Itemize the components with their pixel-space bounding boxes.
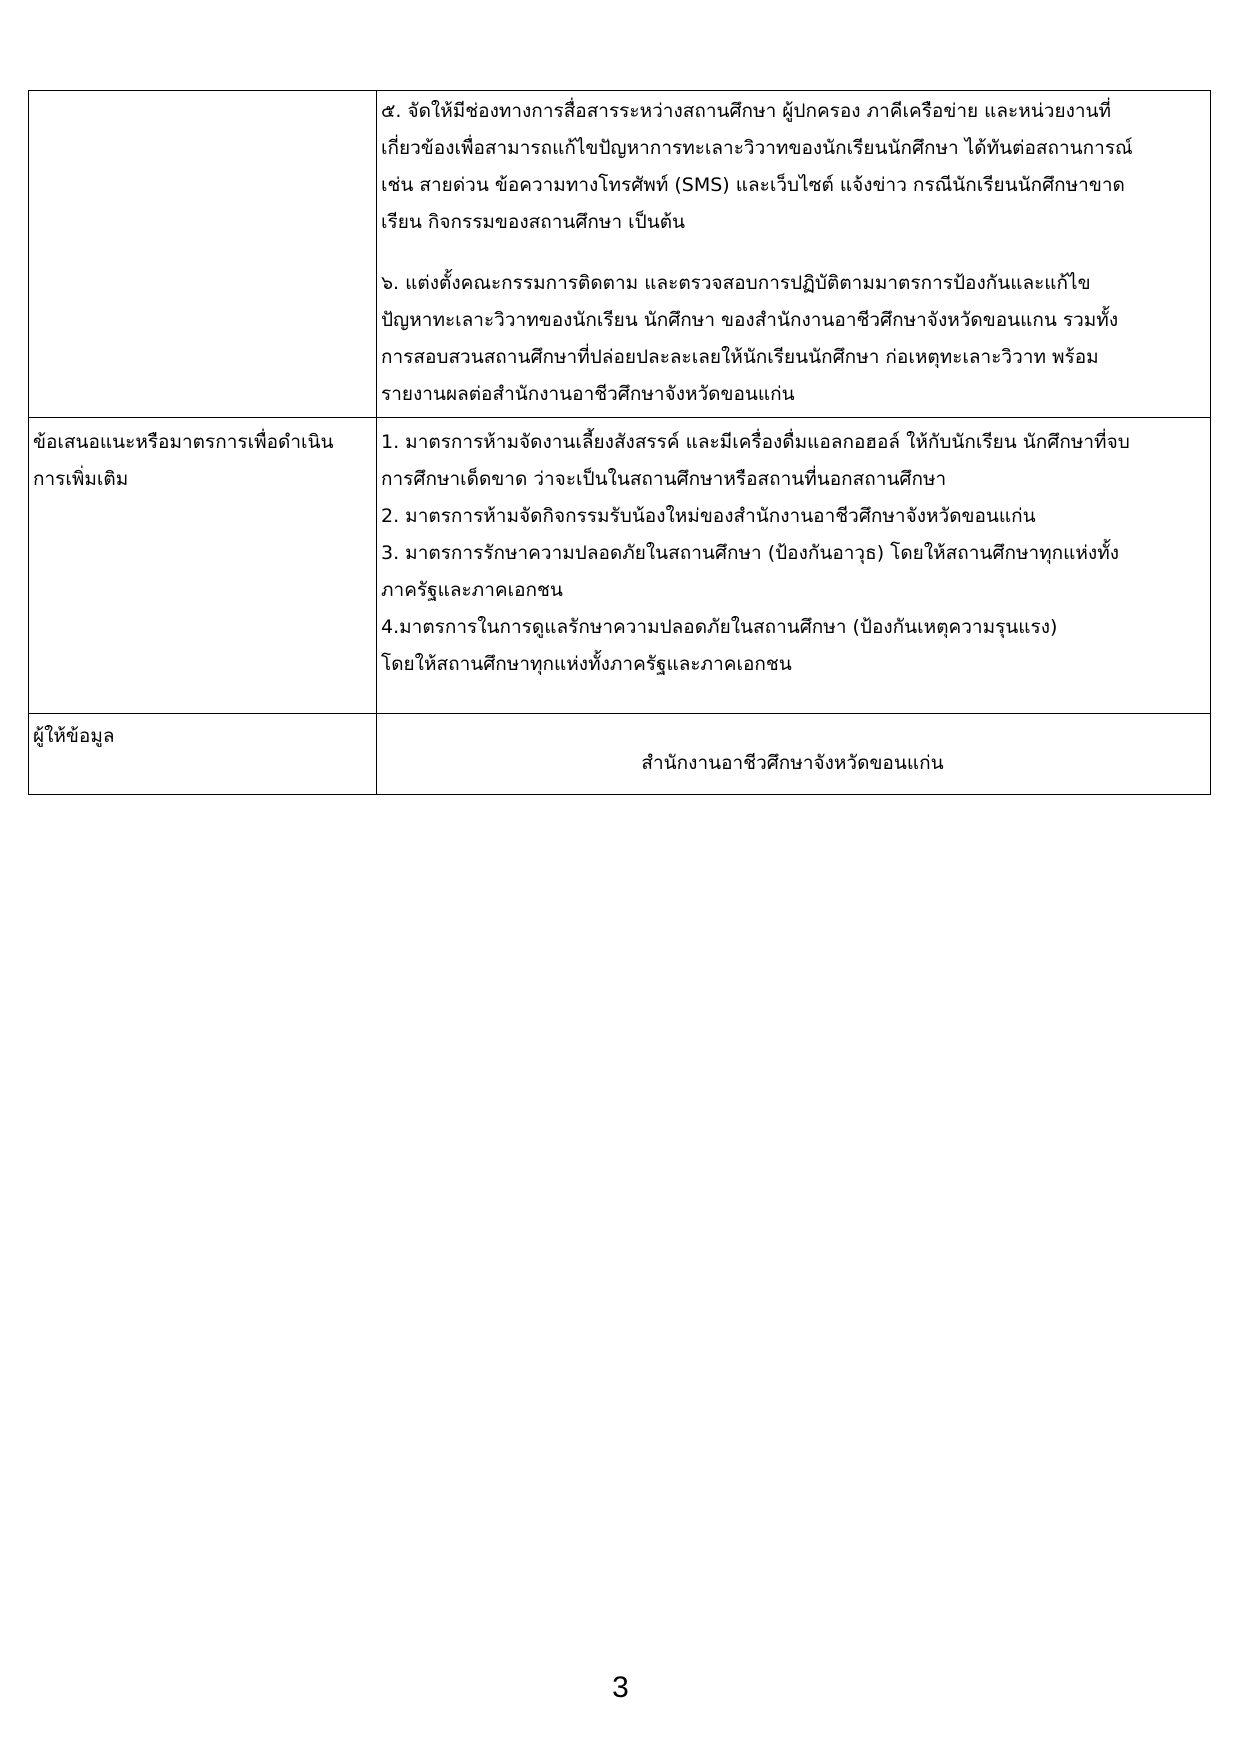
- row1-label-cell: [29, 91, 377, 418]
- text-line: เกี่ยวข้องเพื่อสามารถแก้ไขปัญหาการทะเลาะวิวาทของนักเรียนนักศึกษา ได้ทันต่อสถานการณ์: [381, 137, 1133, 159]
- info-table: [28, 90, 1211, 795]
- text-line: 2. มาตรการห้ามจัดกิจกรรมรับน้องใหม่ของสำนักงานอาชีวศึกษาจังหวัดขอนแก่น: [381, 505, 1036, 527]
- suggestions-content-cell: [377, 418, 1211, 714]
- measure-item-6: [381, 265, 1204, 413]
- text-line: ข้อเสนอแนะหรือมาตรการเพื่อดำเนิน: [33, 431, 334, 453]
- text-line: รายงานผลต่อสำนักงานอาชีวศึกษาจังหวัดขอนแก่น: [381, 383, 795, 405]
- provider-name: สำนักงานอาชีวศึกษาจังหวัดขอนแก่น: [641, 752, 944, 774]
- table-row: [29, 418, 1211, 714]
- text-line: เช่น สายด่วน ข้อความทางโทรศัพท์ (SMS) และเว็บไซต์ แจ้งข่าว กรณีนักเรียนนักศึกษาขาด: [381, 174, 1125, 196]
- paragraph-spacer: [381, 241, 1204, 265]
- page-number: 3: [612, 1671, 629, 1704]
- provider-label-cell: ผู้ให้ข้อมูล: [29, 714, 377, 795]
- text-line: ๖. แต่งตั้งคณะกรรมการติดตาม และตรวจสอบการปฏิบัติตามมาตรการป้องกันและแก้ไข: [381, 272, 1091, 294]
- text-line: โดยให้สถานศึกษาทุกแห่งทั้งภาครัฐและภาคเอกชน: [381, 653, 792, 675]
- table-row: [29, 91, 1211, 418]
- text-line: 3. มาตรการรักษาความปลอดภัยในสถานศึกษา (ป้องกันอาวุธ) โดยให้สถานศึกษาทุกแห่งทั้ง: [381, 542, 1120, 564]
- text-line: ๕. จัดให้มีช่องทางการสื่อสารระหว่างสถานศึกษา ผู้ปกครอง ภาคีเครือข่าย และหน่วยงานที่: [381, 100, 1112, 122]
- text-line: 1. มาตรการห้ามจัดงานเลี้ยงสังสรรค์ และมีเครื่องดื่มแอลกอฮอล์ ให้กับนักเรียน นักศึกษาที่จบ: [381, 431, 1130, 453]
- text-line: 4.มาตรการในการดูแลรักษาความปลอดภัยในสถานศึกษา (ป้องกันเหตุความรุนแรง): [381, 616, 1058, 638]
- text-line: การศึกษาเด็ดขาด ว่าจะเป็นในสถานศึกษาหรือสถานที่นอกสถานศึกษา: [381, 468, 947, 490]
- text-line: ภาครัฐและภาคเอกชน: [381, 579, 563, 601]
- text-line: เรียน กิจกรรมของสถานศึกษา เป็นต้น: [381, 211, 686, 233]
- text-line: ปัญหาทะเลาะวิวาทของนักเรียน นักศึกษา ของสำนักงานอาชีวศึกษาจังหวัดขอนแกน รวมทั้ง: [381, 309, 1119, 331]
- row1-content-cell: [377, 91, 1211, 418]
- provider-content-cell: [377, 714, 1211, 795]
- text-line: การเพิ่มเติม: [33, 468, 129, 490]
- measure-item-5: [381, 93, 1204, 241]
- suggestions-label-cell: [29, 418, 377, 714]
- table-row: [29, 714, 1211, 795]
- text-line: การสอบสวนสถานศึกษาที่ปล่อยปละละเลยให้นักเรียนนักศึกษา ก่อเหตุทะเลาะวิวาท พร้อม: [381, 346, 1099, 368]
